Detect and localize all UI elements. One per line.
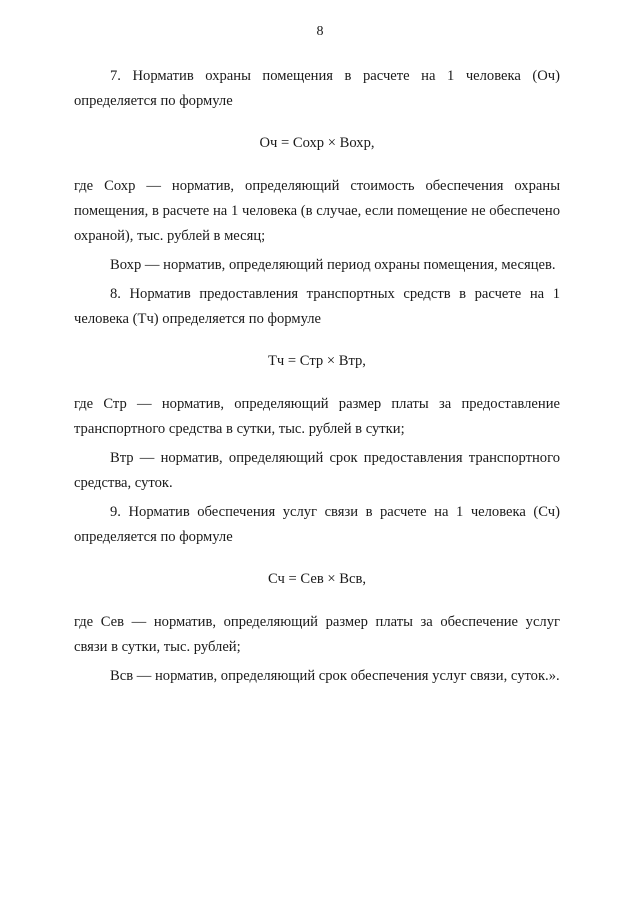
section-7-formula: Оч = Сохр × Вохр,	[259, 135, 375, 151]
section-8-definition-2: Втр — норматив, определяющий срок предоставления транспортного средства, суток.	[74, 450, 560, 491]
document-body	[74, 64, 560, 689]
section-9-intro: 9. Норматив обеспечения услуг связи в расчете на 1 человека (Сч) определяется по формуле	[74, 504, 560, 545]
section-9-definition-2: Всв — норматив, определяющий срок обеспечения услуг связи, суток.».	[110, 668, 560, 684]
section-7-definition-2: Вохр — норматив, определяющий период охраны помещения, месяцев.	[110, 257, 556, 273]
section-7-intro: 7. Норматив охраны помещения в расчете на 1 человека (Оч) определяется по формуле	[74, 68, 560, 109]
section-9-definition-1: где Сев — норматив, определяющий размер платы за обеспечение услуг связи в сутки, тыс. рублей;	[74, 614, 560, 655]
section-8-intro: 8. Норматив предоставления транспортных средств в расчете на 1 человека (Тч) определяется по формуле	[74, 286, 560, 327]
section-9-formula: Сч = Сев × Всв,	[268, 571, 366, 587]
page-number: 8	[316, 24, 324, 39]
section-8-definition-1: где Стр — норматив, определяющий размер платы за предоставление транспортного средства в сутки, тыс. рублей в сутки;	[74, 396, 560, 437]
section-7-definition-1: где Сохр — норматив, определяющий стоимость обеспечения охраны помещения, в расчете на 1 человека (в случае, если помещение не обеспечено охраной), тыс. рублей в месяц;	[74, 178, 560, 244]
section-8-formula: Тч = Стр × Втр,	[268, 353, 366, 369]
